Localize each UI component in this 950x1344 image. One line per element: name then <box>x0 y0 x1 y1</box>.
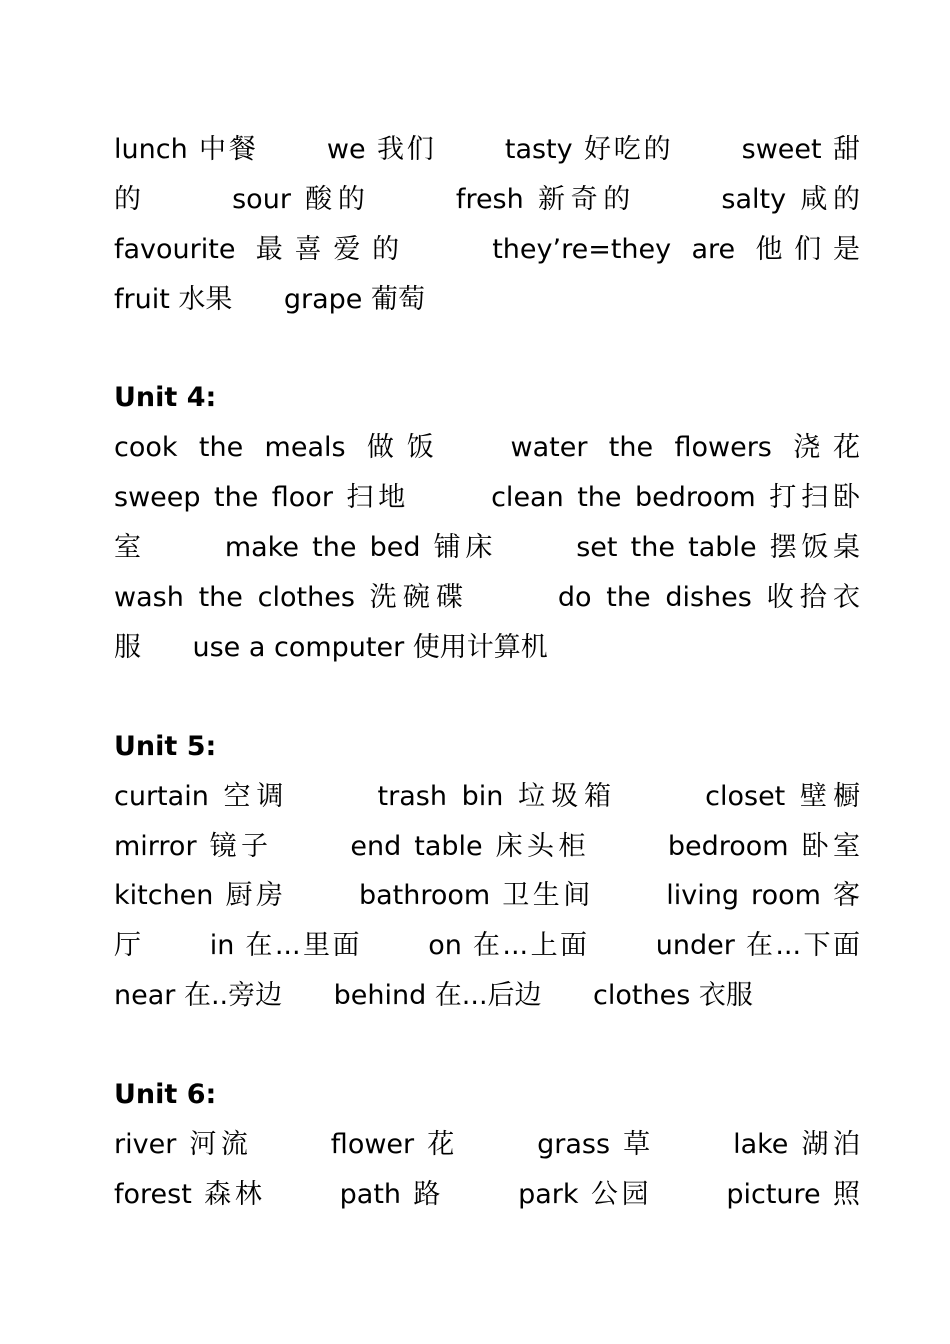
unit-6-heading: Unit 6: <box>114 1079 217 1110</box>
unit-5-heading: Unit 5: <box>114 731 217 762</box>
vocab-line: 室 make the bed 铺床 set the table 摆饭桌 <box>114 532 860 563</box>
vocab-line: fruit 水果 grape 葡萄 <box>114 284 426 315</box>
vocab-line: river 河流 flower 花 grass 草 lake 湖泊 <box>114 1129 860 1160</box>
vocab-line: cook the meals 做饭 water the flowers 浇花 <box>114 432 860 463</box>
vocab-line: 厅 in 在...里面 on 在...上面 under 在...下面 <box>114 930 860 961</box>
unit-4-heading: Unit 4: <box>114 382 217 413</box>
vocab-line: favourite 最喜爱的 they’re=they are 他们是 <box>114 234 860 265</box>
vocab-line: mirror 镜子 end table 床头柜 bedroom 卧室 <box>114 831 860 862</box>
vocab-line: near 在..旁边 behind 在...后边 clothes 衣服 <box>114 980 753 1011</box>
vocab-line: forest 森林 path 路 park 公园 picture 照 <box>114 1179 860 1210</box>
vocab-line: wash the clothes 洗碗碟 do the dishes 收拾衣 <box>114 582 860 613</box>
vocab-line: 服 use a computer 使用计算机 <box>114 632 548 663</box>
vocab-line: kitchen 厨房 bathroom 卫生间 living room 客 <box>114 880 860 911</box>
vocab-line: lunch 中餐 we 我们 tasty 好吃的 sweet 甜 <box>114 134 860 165</box>
vocab-line: 的 sour 酸的 fresh 新奇的 salty 咸的 <box>114 184 860 215</box>
vocab-line: sweep the floor 扫地 clean the bedroom 打扫卧 <box>114 482 860 513</box>
vocab-line: curtain 空调 trash bin 垃圾箱 closet 壁橱 <box>114 781 860 812</box>
